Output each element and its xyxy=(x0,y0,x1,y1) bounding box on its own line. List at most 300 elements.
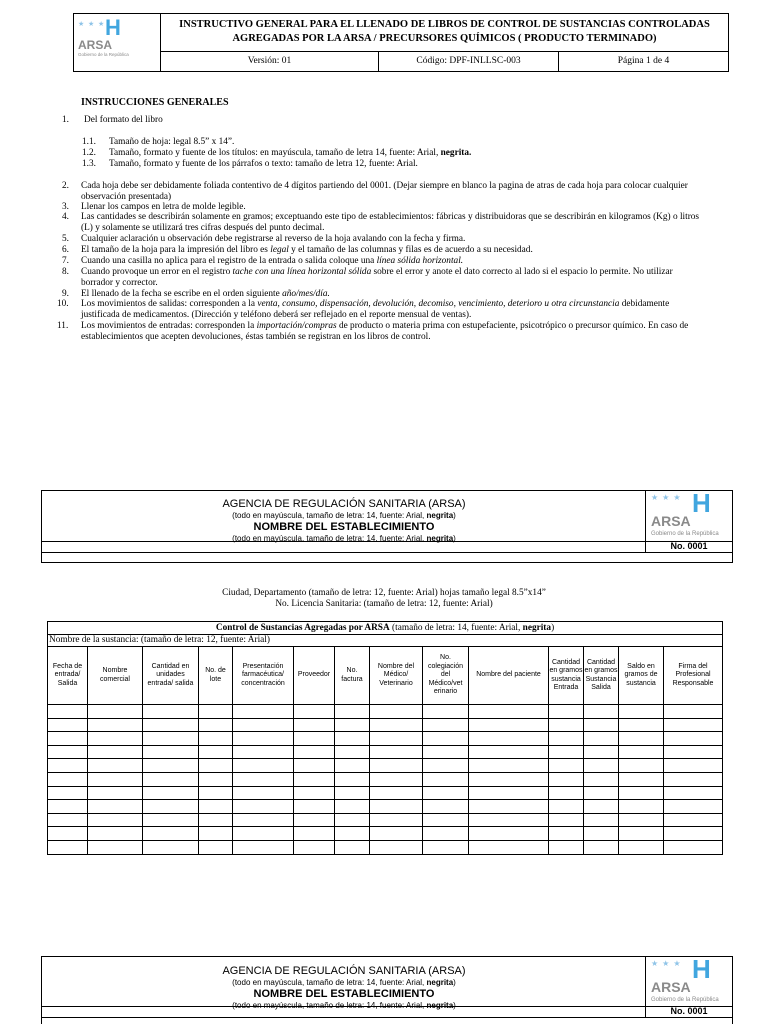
item-4-text xyxy=(81,212,726,233)
table-cell xyxy=(294,786,335,800)
logo-tagline: Gobierno de la República xyxy=(78,52,129,57)
table-cell xyxy=(48,813,88,827)
table-cell xyxy=(549,813,584,827)
table-cell xyxy=(294,772,335,786)
table-title-end: ) xyxy=(551,623,555,633)
table-cell xyxy=(233,840,294,854)
table-cell xyxy=(549,745,584,759)
table-cell xyxy=(584,759,619,773)
table-cell xyxy=(199,705,233,719)
arsa-logo xyxy=(646,488,733,541)
item-11-text xyxy=(81,321,726,342)
table-title-row xyxy=(48,622,723,635)
folio-bottom-line xyxy=(42,1017,732,1018)
item-6-part-a: El tamaño de la hoja para la impresión del libro es xyxy=(81,245,271,255)
table-cell xyxy=(48,745,88,759)
license-line: No. Licencia Sanitaria: (tamaño de letra: 12, fuente: Arial) xyxy=(275,599,493,609)
table-cell xyxy=(335,786,370,800)
col-factura: No. factura xyxy=(335,647,370,705)
folio-number: No. 0001 xyxy=(645,541,732,552)
agency-name xyxy=(42,498,646,511)
table-cell xyxy=(370,745,423,759)
table-cell xyxy=(48,772,88,786)
item-5-number: 5. xyxy=(62,234,69,244)
note-bold: negrita xyxy=(426,1001,454,1010)
table-cell xyxy=(143,759,199,773)
table-cell xyxy=(370,732,423,746)
table-row xyxy=(48,786,723,800)
table-cell xyxy=(294,813,335,827)
item-8-number: 8. xyxy=(62,267,69,277)
table-cell xyxy=(619,840,664,854)
table-cell xyxy=(370,786,423,800)
table-row xyxy=(48,827,723,841)
table-title-note: (tamaño de letra: 14, fuente: Arial, xyxy=(389,623,523,633)
table-cell xyxy=(619,745,664,759)
table-cell xyxy=(423,732,469,746)
table-body xyxy=(48,705,723,855)
document-title xyxy=(161,14,728,52)
item-8-line-1 xyxy=(81,267,726,278)
item-4-line-1: Las cantidades se describirán solamente en gramos; exceptuando este tipo de establecimientos: fábricas y distribuidoras que se describirán en kilogramos (Kg) o litros xyxy=(81,212,700,222)
item-10-part-a: Los movimientos de salidas: corresponden a la xyxy=(81,299,258,309)
table-cell xyxy=(143,745,199,759)
table-cell xyxy=(423,813,469,827)
table-cell xyxy=(143,800,199,814)
table-cell xyxy=(664,759,723,773)
table-cell xyxy=(549,840,584,854)
item-7-text xyxy=(81,256,463,267)
section-title: INSTRUCCIONES GENERALES xyxy=(81,97,229,108)
table-cell xyxy=(48,718,88,732)
table-cell xyxy=(619,800,664,814)
agency-note xyxy=(42,978,646,988)
table-cell xyxy=(469,827,549,841)
establishment-note xyxy=(42,534,646,544)
table-cell xyxy=(423,772,469,786)
note-text: (todo en mayúscula, tamaño de letra: 14, fuente: Arial, xyxy=(232,1001,427,1010)
agency-name xyxy=(42,965,646,978)
arsa-logo xyxy=(74,14,161,71)
item-10-line-1 xyxy=(81,299,726,310)
table-cell xyxy=(88,772,143,786)
table-cell xyxy=(370,718,423,732)
table-cell xyxy=(233,800,294,814)
table-cell xyxy=(664,786,723,800)
table-cell xyxy=(294,745,335,759)
item-10-part-b: debidamente xyxy=(619,299,670,309)
item-7-part-a: Cuando una casilla no aplica para el registro de la entrada o salida coloque una xyxy=(81,256,377,266)
note-text: (todo en mayúscula, tamaño de letra: 14, fuente: Arial, xyxy=(232,511,427,520)
table-cell xyxy=(664,745,723,759)
table-cell xyxy=(619,813,664,827)
table-cell xyxy=(335,732,370,746)
agency-logo-cell xyxy=(645,488,732,541)
table-cell xyxy=(469,732,549,746)
table-cell xyxy=(549,718,584,732)
sub-item-1-1 xyxy=(82,137,234,148)
item-3-number: 3. xyxy=(62,202,69,212)
item-10-line-2: justificada de medicamentos. (Dirección y teléfono deberá ser reflejado en el reporte mensual de ventas). xyxy=(81,309,472,320)
stars-icon: ★ ★ ★ xyxy=(651,959,682,968)
agency-text xyxy=(42,498,646,544)
agency-text xyxy=(42,965,646,1011)
table-cell xyxy=(619,772,664,786)
logo-mark: H xyxy=(105,15,121,40)
table-cell xyxy=(469,800,549,814)
table-cell xyxy=(88,800,143,814)
table-cell xyxy=(199,786,233,800)
col-presentacion: Presentación farmacéutica/ concentración xyxy=(233,647,294,705)
table-cell xyxy=(48,800,88,814)
agency-name-abbr: (ARSA) xyxy=(425,498,466,510)
item-8-part-b: sobre el error y anote el dato correcto al lado si el espacio lo permite. No utilizar xyxy=(371,267,673,277)
item-10-text xyxy=(81,299,726,320)
table-cell xyxy=(48,840,88,854)
col-saldo: Saldo en gramos de sustancia xyxy=(619,647,664,705)
note-bold: negrita xyxy=(426,511,454,520)
table-cell xyxy=(370,705,423,719)
item-11-part-b: de producto o materia prima con estupefaciente, psicotrópico o precursor químico. En caso de xyxy=(336,321,689,331)
col-proveedor: Proveedor xyxy=(294,647,335,705)
item-3-text: Llenar los campos en letra de molde legible. xyxy=(81,202,246,212)
table-cell xyxy=(423,718,469,732)
sub-item-text: Tamaño, formato y fuente de los párrafos o texto: tamaño de letra 12, fuente: Arial. xyxy=(109,159,418,169)
sub-item-text: Tamaño de hoja: legal 8.5” x 14”. xyxy=(109,137,235,147)
note-text: (todo en mayúscula, tamaño de letra: 14, fuente: Arial, xyxy=(232,534,427,543)
table-cell xyxy=(549,827,584,841)
item-9-part-a: El llenado de la fecha se escribe en el orden siguiente xyxy=(81,289,283,299)
table-cell xyxy=(199,732,233,746)
table-cell xyxy=(469,772,549,786)
table-cell xyxy=(619,786,664,800)
agency-box xyxy=(41,490,733,563)
item-4-number: 4. xyxy=(62,212,69,222)
item-2-text xyxy=(81,181,726,202)
logo-mark: H xyxy=(692,954,711,984)
table-cell xyxy=(664,732,723,746)
table-cell xyxy=(335,772,370,786)
sub-item-1-2 xyxy=(82,148,471,159)
col-medico: Nombre del Médico/ Veterinario xyxy=(370,647,423,705)
table-cell xyxy=(423,705,469,719)
table-cell xyxy=(199,813,233,827)
header-logo-cell xyxy=(74,14,161,71)
table-cell xyxy=(664,772,723,786)
table-cell xyxy=(664,827,723,841)
table-cell xyxy=(294,759,335,773)
sub-item-number: 1.2. xyxy=(82,148,96,158)
table-cell xyxy=(370,759,423,773)
table-cell xyxy=(619,732,664,746)
table-cell xyxy=(370,772,423,786)
table-cell xyxy=(199,800,233,814)
table-cell xyxy=(335,745,370,759)
table-cell xyxy=(48,732,88,746)
title-line-2: AGREGADAS POR LA ARSA / PRECURSORES QUÍMICOS ( PRODUCTO TERMINADO) xyxy=(232,33,657,44)
table-cell xyxy=(664,705,723,719)
item-7-italic: línea sólida horizontal. xyxy=(376,256,464,266)
table-cell xyxy=(294,827,335,841)
table-cell xyxy=(664,718,723,732)
table-cell xyxy=(294,800,335,814)
table-cell xyxy=(619,759,664,773)
establishment-name: NOMBRE DEL ESTABLECIMIENTO xyxy=(253,988,435,1000)
table-cell xyxy=(48,827,88,841)
table-cell xyxy=(199,840,233,854)
item-11-line-2: establecimientos que acepten devoluciones, éstas también se registran en los libros de control. xyxy=(81,331,431,342)
item-2-number: 2. xyxy=(62,181,69,191)
table-cell xyxy=(423,800,469,814)
table-cell xyxy=(233,786,294,800)
table-cell xyxy=(370,840,423,854)
note-bold: negrita xyxy=(426,534,454,543)
stars-icon: ★ ★ ★ xyxy=(78,20,106,28)
table-cell xyxy=(233,718,294,732)
table-cell xyxy=(199,827,233,841)
folio-number: No. 0001 xyxy=(645,1006,732,1017)
table-cell xyxy=(88,759,143,773)
table-cell xyxy=(88,813,143,827)
table-cell xyxy=(199,772,233,786)
table-cell xyxy=(88,718,143,732)
item-2-line-2: observación presentada) xyxy=(81,191,172,202)
table-cell xyxy=(584,745,619,759)
table-cell xyxy=(549,786,584,800)
sub-item-number: 1.3. xyxy=(82,159,96,169)
item-11-line-1 xyxy=(81,321,726,332)
item-8-line-2: borrador y corrector. xyxy=(81,277,158,288)
table-cell xyxy=(584,772,619,786)
substance-row xyxy=(48,635,723,647)
table-cell xyxy=(423,759,469,773)
item-6-italic: legal xyxy=(270,245,289,255)
note-end: ) xyxy=(453,534,456,543)
table-row xyxy=(48,745,723,759)
table-cell xyxy=(469,705,549,719)
table-cell xyxy=(549,759,584,773)
table-cell xyxy=(549,732,584,746)
item-1-text: Del formato del libro xyxy=(84,115,163,125)
table-cell xyxy=(233,813,294,827)
table-cell xyxy=(48,786,88,800)
col-entrada: Cantidad en gramos sustancia Entrada xyxy=(549,647,584,705)
note-end: ) xyxy=(453,511,456,520)
table-row xyxy=(48,840,723,854)
folio-divider xyxy=(42,541,732,542)
item-9-number: 9. xyxy=(62,289,69,299)
arsa-logo xyxy=(646,954,733,1006)
page-cell: Página 1 de 4 xyxy=(617,56,670,66)
item-10-number: 10. xyxy=(57,299,69,309)
table-cell xyxy=(584,827,619,841)
sub-item-number: 1.1. xyxy=(82,137,96,147)
table-cell xyxy=(335,840,370,854)
col-cantidad-unidades: Cantidad en unidades entrada/ salida xyxy=(143,647,199,705)
table-cell xyxy=(370,813,423,827)
table-cell xyxy=(199,745,233,759)
table-cell xyxy=(294,705,335,719)
table-cell xyxy=(233,759,294,773)
item-7-number: 7. xyxy=(62,256,69,266)
col-salida: Cantidad en gramos Sustancia Salida xyxy=(584,647,619,705)
item-8-part-a: Cuando provoque un error en el registro xyxy=(81,267,233,277)
item-4-line-2: (L) y solamente se utilizará tres cifras después del punto decimal. xyxy=(81,222,325,233)
table-title xyxy=(48,622,723,635)
table-row xyxy=(48,772,723,786)
table-cell xyxy=(423,745,469,759)
code-cell: Código: DPF-INLLSC-003 xyxy=(379,52,559,71)
table-cell xyxy=(143,827,199,841)
sub-item-text: Tamaño, formato y fuente de los títulos: en mayúscula, tamaño de letra 14, fuente: Arial, xyxy=(109,148,441,158)
table-cell xyxy=(233,745,294,759)
table-title-bold-2: negrita xyxy=(522,623,552,633)
table-cell xyxy=(143,786,199,800)
table-cell xyxy=(619,827,664,841)
table-cell xyxy=(370,800,423,814)
table-cell xyxy=(199,759,233,773)
table-cell xyxy=(233,732,294,746)
col-paciente: Nombre del paciente xyxy=(469,647,549,705)
document-header xyxy=(73,13,729,72)
table-cell xyxy=(143,732,199,746)
table-row xyxy=(48,759,723,773)
table-cell xyxy=(294,840,335,854)
agency-note xyxy=(42,511,646,521)
table-cell xyxy=(584,705,619,719)
table-cell xyxy=(619,705,664,719)
table-cell xyxy=(549,772,584,786)
table-cell xyxy=(88,745,143,759)
table-row xyxy=(48,732,723,746)
table-cell xyxy=(335,800,370,814)
table-cell xyxy=(584,718,619,732)
logo-tagline: Gobierno de la República xyxy=(651,997,719,1003)
table-cell xyxy=(469,813,549,827)
table-cell xyxy=(335,718,370,732)
item-11-number: 11. xyxy=(57,321,69,331)
table-cell xyxy=(143,718,199,732)
table-cell xyxy=(199,718,233,732)
table-cell xyxy=(233,772,294,786)
control-table xyxy=(47,621,723,855)
col-nombre-comercial: Nombre comercial xyxy=(88,647,143,705)
table-row xyxy=(48,813,723,827)
item-6-text xyxy=(81,245,533,256)
table-title-bold: Control de Sustancias Agregadas por ARSA xyxy=(215,623,390,633)
table-cell xyxy=(48,759,88,773)
table-cell xyxy=(423,827,469,841)
agency-logo-cell xyxy=(645,954,732,1006)
table-cell xyxy=(664,800,723,814)
folio-bottom-line xyxy=(42,552,732,553)
logo-tagline: Gobierno de la República xyxy=(651,531,719,537)
logo-name: ARSA xyxy=(78,38,113,52)
col-colegiacion: No. colegiación del Médico/vet erinario xyxy=(423,647,469,705)
item-6-part-b: y el tamaño de las columnas y filas es de acuerdo a su necesidad. xyxy=(288,245,533,255)
table-cell xyxy=(469,786,549,800)
table-cell xyxy=(469,759,549,773)
table-cell xyxy=(335,759,370,773)
note-end: ) xyxy=(453,978,456,987)
table-cell xyxy=(584,813,619,827)
table-cell xyxy=(469,745,549,759)
sub-item-1-3 xyxy=(82,159,418,170)
table-cell xyxy=(88,786,143,800)
title-line-1: INSTRUCTIVO GENERAL PARA EL LLENADO DE LIBROS DE CONTROL DE SUSTANCIAS CONTROLADAS xyxy=(179,19,710,30)
sub-item-bold: negrita. xyxy=(440,148,472,158)
table-row xyxy=(48,705,723,719)
item-2-line-1: Cada hoja debe ser debidamente foliada contentivo de 4 dígitos partiendo del 0001. (Dejar siempre en blanco la pagina de atras de cada hoja para colocar cualquier xyxy=(81,181,688,191)
version-cell: Versión: 01 xyxy=(161,52,379,71)
logo-name: ARSA xyxy=(651,979,691,995)
table-cell xyxy=(48,705,88,719)
agency-box-2 xyxy=(41,956,733,1024)
table-cell xyxy=(335,813,370,827)
table-cell xyxy=(233,705,294,719)
table-cell xyxy=(294,718,335,732)
table-cell xyxy=(335,705,370,719)
logo-name: ARSA xyxy=(651,513,691,529)
substance-label: Nombre de la sustancia: (tamaño de letra: 12, fuente: Arial) xyxy=(48,635,723,647)
item-11-part-a: Los movimientos de entradas: corresponden la xyxy=(81,321,257,331)
table-cell xyxy=(423,786,469,800)
table-cell xyxy=(469,718,549,732)
agency-name-main: AGENCIA DE REGULACIÓN SANITARIA xyxy=(222,965,426,977)
col-firma: Firma del Profesional Responsable xyxy=(664,647,723,705)
table-cell xyxy=(143,705,199,719)
column-header-row xyxy=(48,647,723,705)
table-cell xyxy=(143,772,199,786)
item-10-italic: venta, consumo, dispensación, devolución, decomiso, vencimiento, deterioro u otra circunstancia xyxy=(257,299,620,309)
table-cell xyxy=(584,800,619,814)
table-cell xyxy=(469,840,549,854)
col-fecha: Fecha de entrada/ Salida xyxy=(48,647,88,705)
item-8-text xyxy=(81,267,726,288)
table-cell xyxy=(549,705,584,719)
item-6-number: 6. xyxy=(62,245,69,255)
table-cell xyxy=(143,813,199,827)
item-9-italic: año/mes/día. xyxy=(282,289,330,299)
table-cell xyxy=(584,732,619,746)
item-9-text xyxy=(81,289,330,300)
item-11-italic: importación/compras xyxy=(256,321,337,331)
table-cell xyxy=(88,827,143,841)
item-5-text: Cualquier aclaración u observación debe registrarse al reverso de la hoja avalando con la fecha y firma. xyxy=(81,234,466,244)
agency-name-main: AGENCIA DE REGULACIÓN SANITARIA xyxy=(222,498,426,510)
table-cell xyxy=(88,705,143,719)
folio-divider xyxy=(42,1006,732,1007)
table-cell xyxy=(584,786,619,800)
table-cell xyxy=(233,827,294,841)
table-cell xyxy=(549,800,584,814)
table-row xyxy=(48,718,723,732)
logo-mark: H xyxy=(692,488,711,518)
table-cell xyxy=(664,840,723,854)
table-cell xyxy=(619,718,664,732)
table-row xyxy=(48,800,723,814)
note-bold: negrita xyxy=(426,978,454,987)
note-end: ) xyxy=(453,1001,456,1010)
table-cell xyxy=(88,732,143,746)
note-text: (todo en mayúscula, tamaño de letra: 14, fuente: Arial, xyxy=(232,978,427,987)
agency-name-abbr: (ARSA) xyxy=(425,965,466,977)
table-cell xyxy=(294,732,335,746)
city-line: Ciudad, Departamento (tamaño de letra: 12, fuente: Arial) hojas tamaño legal 8.5”x14” xyxy=(222,588,546,598)
table-cell xyxy=(584,840,619,854)
table-cell xyxy=(335,827,370,841)
table-cell xyxy=(88,840,143,854)
